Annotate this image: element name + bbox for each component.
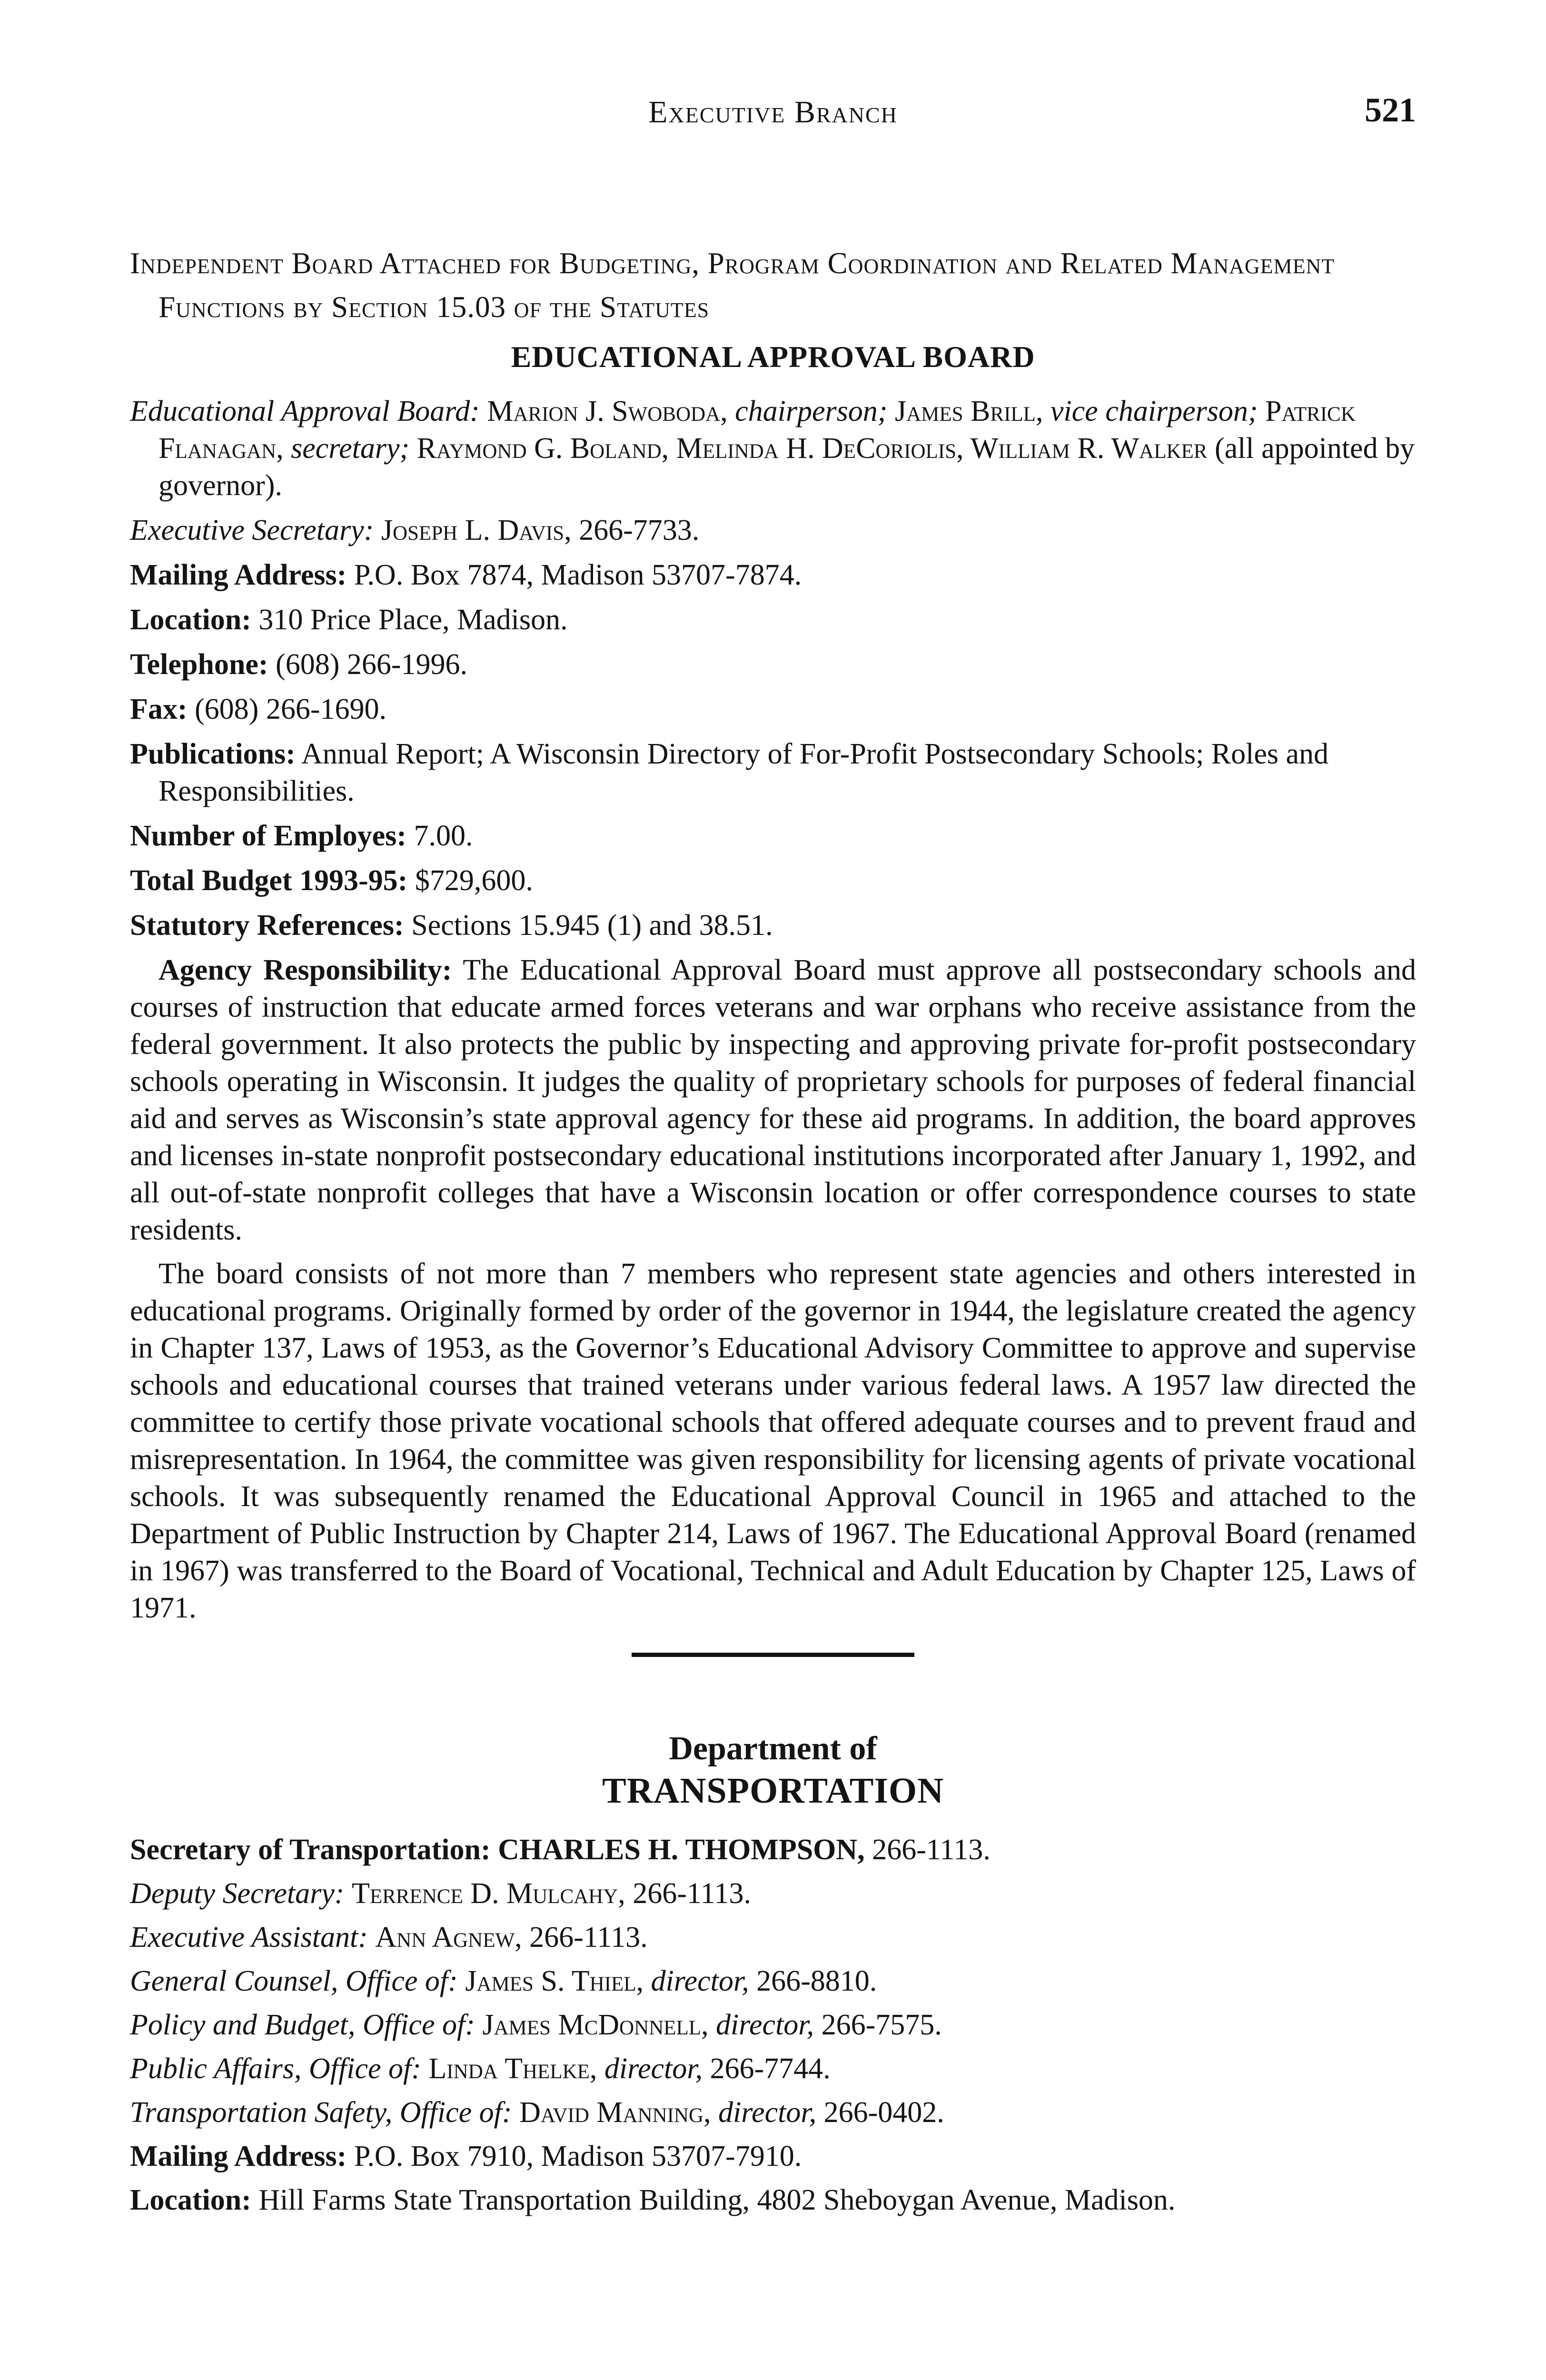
budget-value: $729,600. <box>415 864 533 897</box>
location-label: Location: <box>130 604 251 636</box>
executive-secretary-entry <box>130 512 1416 549</box>
department-location-label: Location: <box>130 2184 251 2216</box>
official-name: David Manning, <box>519 2096 711 2129</box>
official-label: Policy and Budget, Office of: <box>130 2009 475 2041</box>
official-entry <box>130 2050 1416 2087</box>
official-role: director, <box>651 1965 749 1997</box>
department-heading-line1: Department of <box>669 1730 877 1767</box>
secretary-name: CHARLES H. THOMPSON, <box>498 1834 865 1866</box>
official-entry <box>130 1875 1416 1912</box>
statutory-references-value: Sections 15.945 (1) and 38.51. <box>411 909 773 942</box>
official-entry <box>130 2006 1416 2043</box>
official-name: Terrence D. Mulcahy, <box>351 1877 625 1910</box>
agency-responsibility-text: The Educational Approval Board must approve all postsecondary schools and courses of instruction that educate armed forces veterans and war orphans who receive assistance from the federal government. It also protects the public by inspecting and approving private for-profit postsecondary schools operating in Wisconsin. It judges the quality of proprietary schools for purposes of federal financial aid and serves as Wisconsin’s state approval agency for these aid programs. In addition, the board approves and licenses in-state nonprofit postsecondary educational institutions incorporated after January 1, 1992, and all out-of-state nonprofit colleges that have a Wisconsin location or offer correspondence courses to state residents. <box>130 954 1416 1246</box>
official-label: Transportation Safety, Office of: <box>130 2096 512 2129</box>
agency-history-paragraph: The board consists of not more than 7 members who represent state agencies and others interested in educational programs. Originally formed by order of the governor in 1944, the legislature created the agency in Chapter 137, Laws of 1953, as the Governor’s Educational Advisory Committee to approve and supervise schools and educational courses that trained veterans under various federal laws. A 1957 law directed the committee to certify those private vocational schools that offered adequate courses and to prevent fraud and misrepresentation. In 1964, the committee was given responsibility for licensing agents of private vocational schools. It was subsequently renamed the Educational Approval Council in 1965 and attached to the Department of Public Instruction by Chapter 214, Laws of 1967. The Educational Approval Board (renamed in 1967) was transferred to the Board of Vocational, Technical and Adult Education by Chapter 125, Laws of 1971. <box>130 1258 1416 1624</box>
official-role: director, <box>718 2096 817 2129</box>
official-name: James McDonnell, <box>482 2009 709 2041</box>
page-number: 521 <box>1365 91 1416 129</box>
official-entry <box>130 2094 1416 2131</box>
board-member-role: vice chairperson; <box>1050 395 1258 427</box>
executive-secretary-label: Executive Secretary: <box>130 514 374 546</box>
official-phone: 266-0402. <box>823 2096 944 2129</box>
agency-responsibility-paragraph <box>130 952 1416 1249</box>
telephone-entry <box>130 646 1416 683</box>
official-entry <box>130 1963 1416 2000</box>
fax-entry <box>130 691 1416 728</box>
official-role: director, <box>604 2053 703 2085</box>
employees-value: 7.00. <box>414 820 473 852</box>
statutory-references-entry <box>130 907 1416 944</box>
official-phone: 266-7575. <box>821 2009 942 2041</box>
telephone-value: (608) 266-1996. <box>276 648 467 681</box>
department-location-entry <box>130 2182 1416 2219</box>
employees-label: Number of Employes: <box>130 820 406 852</box>
publications-label: Publications: <box>130 738 296 770</box>
fax-value: (608) 266-1690. <box>195 693 386 725</box>
official-phone: 266-1113. <box>529 1921 648 1954</box>
employees-entry <box>130 817 1416 854</box>
location-entry <box>130 601 1416 638</box>
section-divider <box>632 1653 914 1657</box>
official-name: Linda Thelke, <box>428 2053 597 2085</box>
secretary-label: Secretary of Transportation: <box>130 1834 491 1866</box>
official-entry <box>130 1919 1416 1956</box>
publications-value: Annual Report; A Wisconsin Directory of For-Profit Postsecondary Schools; Roles and Responsibilities. <box>159 738 1329 807</box>
telephone-label: Telephone: <box>130 648 268 681</box>
department-mailing-entry <box>130 2138 1416 2175</box>
mailing-address-entry <box>130 556 1416 594</box>
agency-title: EDUCATIONAL APPROVAL BOARD <box>511 340 1035 374</box>
document-page <box>130 86 1416 2225</box>
executive-secretary-phone: 266-7733. <box>579 514 700 546</box>
official-label: Deputy Secretary: <box>130 1877 345 1910</box>
department-heading-line2: TRANSPORTATION <box>602 1771 944 1811</box>
official-phone: 266-8810. <box>756 1965 877 1997</box>
budget-entry <box>130 862 1416 899</box>
mailing-address-label: Mailing Address: <box>130 559 347 591</box>
publications-entry <box>130 735 1416 810</box>
location-value: 310 Price Place, Madison. <box>258 604 568 636</box>
statutory-references-label: Statutory References: <box>130 909 404 942</box>
agency-responsibility-label: Agency Responsibility: <box>159 954 452 986</box>
official-role: director, <box>715 2009 814 2041</box>
board-note: (all appointed by governor). <box>159 432 1415 502</box>
board-member-name: Marion J. Swoboda, <box>487 395 728 427</box>
board-members-entry <box>130 393 1416 504</box>
department-mailing-label: Mailing Address: <box>130 2140 347 2172</box>
board-member-role: secretary; <box>291 432 410 465</box>
section-heading: Independent Board Attached for Budgeting, Program Coordination and Related Management Functions by Section 15.03 of the Statutes <box>130 247 1335 324</box>
fax-label: Fax: <box>130 693 188 725</box>
department-location-value: Hill Farms State Transportation Building, 4802 Sheboygan Avenue, Madison. <box>258 2184 1176 2216</box>
board-member-name: James Brill, <box>894 395 1043 427</box>
official-name: James S. Thiel, <box>465 1965 644 1997</box>
mailing-address-value: P.O. Box 7874, Madison 53707-7874. <box>354 559 802 591</box>
department-mailing-value: P.O. Box 7910, Madison 53707-7910. <box>354 2140 802 2172</box>
official-label: Public Affairs, Office of: <box>130 2053 421 2085</box>
budget-label: Total Budget 1993-95: <box>130 864 408 897</box>
secretary-entry <box>130 1831 1416 1868</box>
running-head <box>130 86 1416 138</box>
board-label: Educational Approval Board: <box>130 395 480 427</box>
department-heading <box>130 1728 1416 1812</box>
official-phone: 266-1113. <box>633 1877 751 1910</box>
official-name: Ann Agnew, <box>375 1921 522 1954</box>
board-member-name: Raymond G. Boland, Melinda H. DeCoriolis, William R. Walker <box>416 432 1208 465</box>
board-member-role: chairperson; <box>735 395 888 427</box>
official-phone: 266-7744. <box>710 2053 831 2085</box>
board-member-name: Patrick Flanagan, <box>159 395 1356 465</box>
official-label: General Counsel, Office of: <box>130 1965 458 1997</box>
secretary-phone: 266-1113. <box>872 1834 991 1866</box>
running-head-title: Executive Branch <box>648 95 898 129</box>
official-label: Executive Assistant: <box>130 1921 368 1954</box>
executive-secretary-name: Joseph L. Davis, <box>381 514 572 546</box>
